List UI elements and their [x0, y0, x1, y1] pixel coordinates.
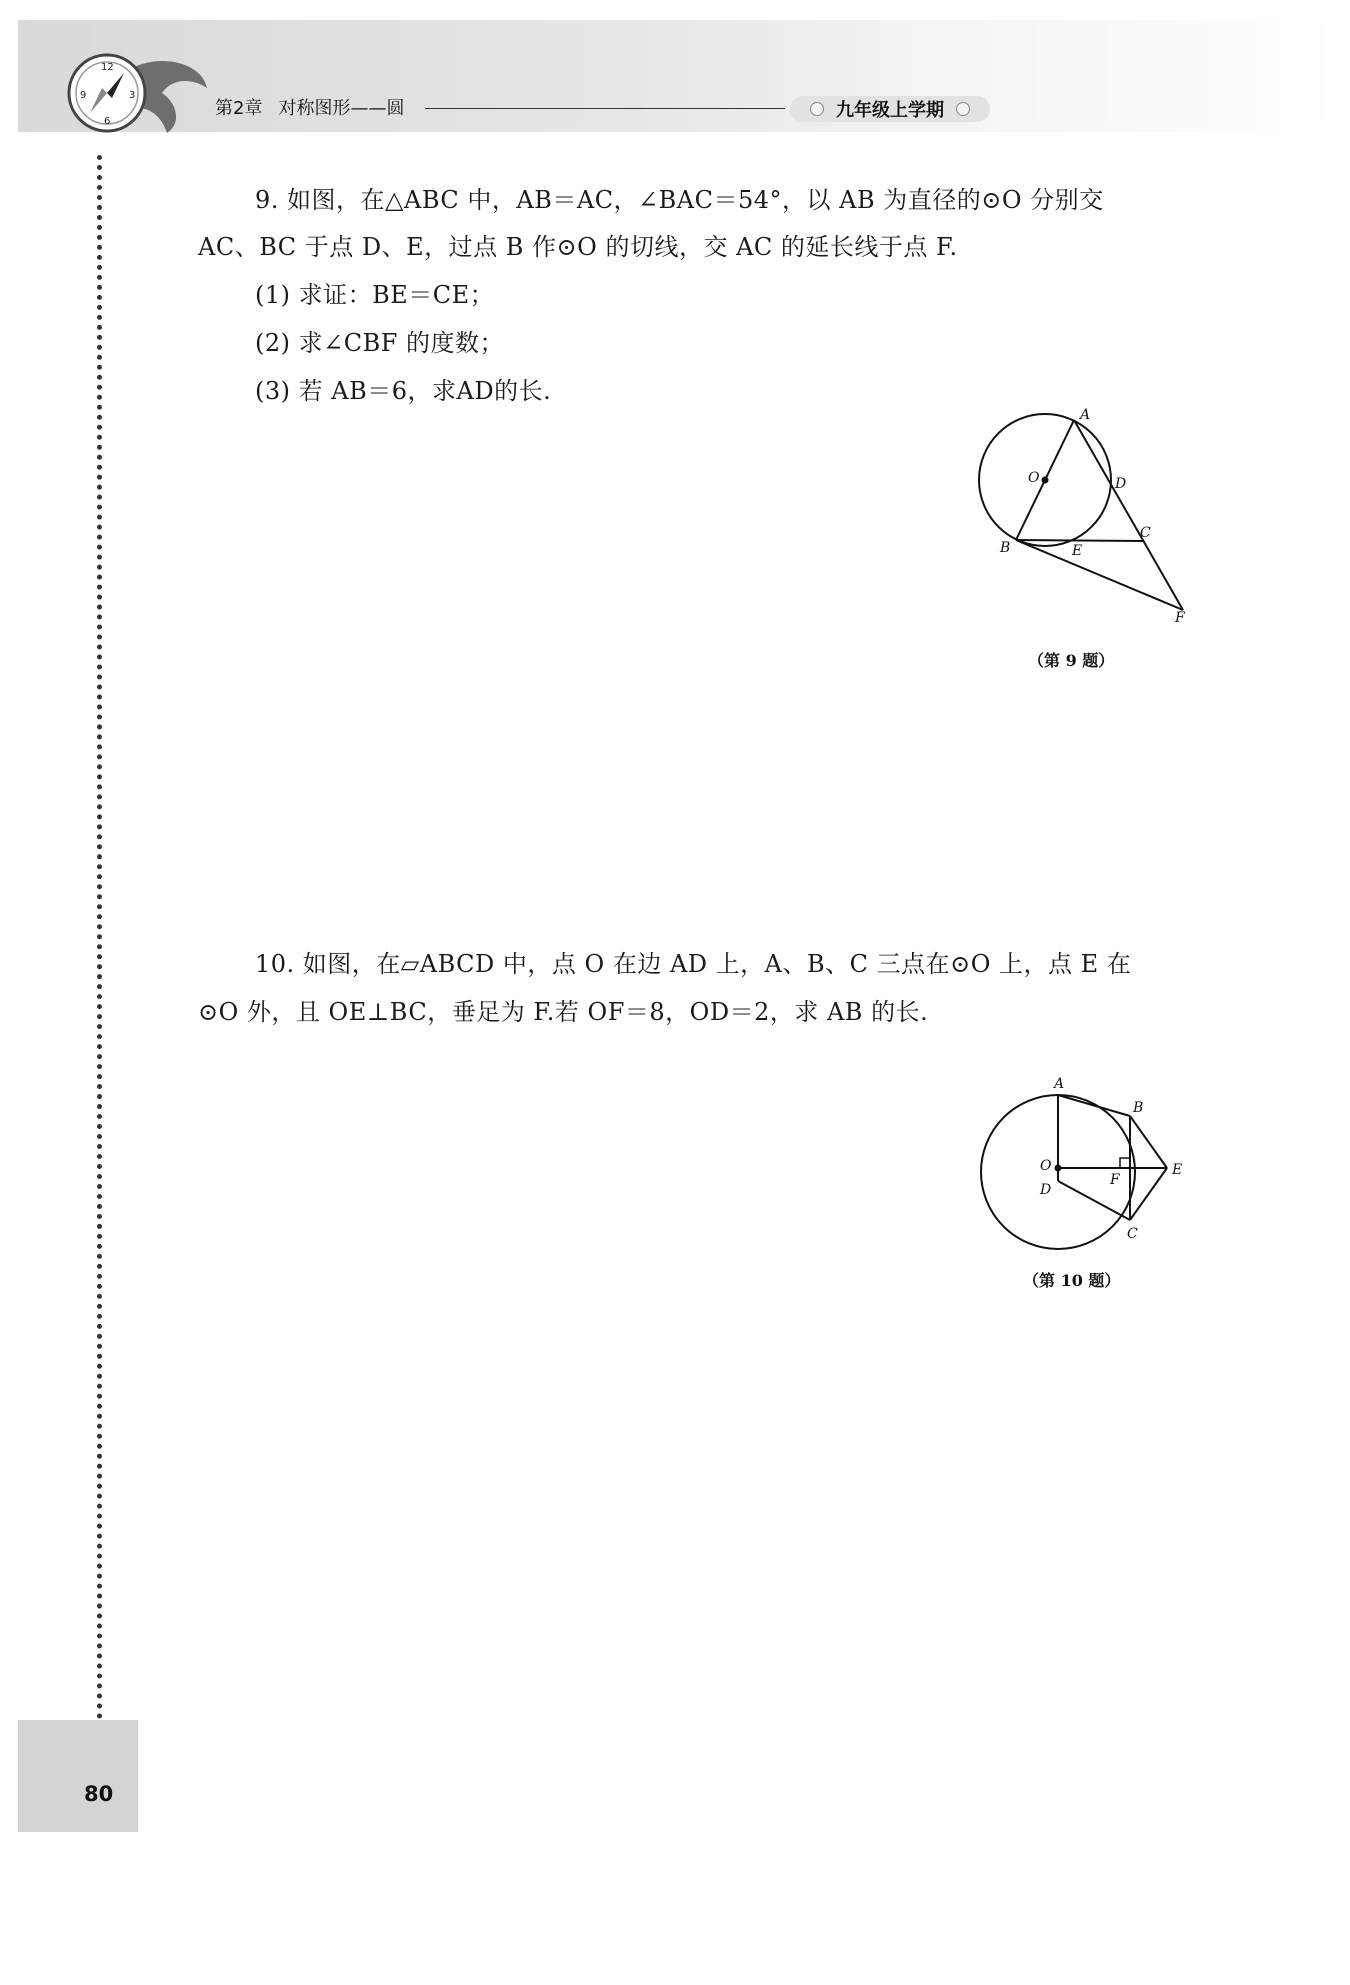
- q9-label-c: C: [1140, 525, 1151, 541]
- q9-part-2: (2) 求∠CBF 的度数；: [255, 329, 505, 357]
- q9-label-o: O: [1028, 470, 1040, 486]
- q10-label-b: B: [1133, 1100, 1144, 1116]
- chapter-number: 第2章: [215, 98, 263, 119]
- q10-line-1: 10. 如图，在▱ABCD 中，点 O 在边 AD 上，A、B、C 三点在⊙O 上，点 E 在: [255, 950, 1132, 978]
- q9-caption: （第 9 题）: [1028, 651, 1115, 670]
- q9-line-1: 9. 如图，在△ABC 中，AB＝AC，∠BAC＝54°，以 AB 为直径的⊙O 分别交: [255, 186, 1104, 214]
- q10-label-c: C: [1127, 1226, 1138, 1242]
- q9-line-2: AC、BC 于点 D、E，过点 B 作⊙O 的切线，交 AC 的延长线于点 F.: [198, 233, 958, 261]
- q10-caption: （第 10 题）: [1023, 1271, 1121, 1290]
- q10-line-2: ⊙O 外，且 OE⊥BC，垂足为 F.若 OF＝8，OD＝2，求 AB 的长.: [198, 998, 929, 1026]
- q9-segment-af: [1074, 420, 1183, 610]
- pill-dot-left: [810, 102, 824, 116]
- q10-figure: [960, 1050, 1200, 1264]
- q10-right-angle-mark: [1120, 1158, 1130, 1168]
- q10-label-f: F: [1110, 1172, 1120, 1188]
- q9-segment-bf: [1016, 540, 1183, 610]
- q10-segment-ab: [1058, 1095, 1130, 1116]
- svg-text:3: 3: [129, 90, 136, 101]
- q10-center-point: [1055, 1165, 1062, 1172]
- chapter-heading: [215, 94, 404, 120]
- grade-badge: [790, 96, 990, 122]
- margin-dotted-rule: [97, 155, 102, 1720]
- q10-label-o: O: [1040, 1158, 1052, 1174]
- q9-label-f: F: [1175, 610, 1185, 626]
- svg-text:6: 6: [104, 116, 111, 127]
- q9-label-e: E: [1072, 543, 1083, 559]
- q9-label-b: B: [1000, 540, 1011, 556]
- q10-label-a: A: [1054, 1076, 1065, 1092]
- q9-figure: [960, 400, 1200, 634]
- page-number-tab: [18, 1720, 138, 1832]
- q9-segment-bc: [1016, 540, 1143, 541]
- svg-text:12: 12: [101, 62, 114, 73]
- q10-label-e: E: [1172, 1162, 1183, 1178]
- page-number: 80: [84, 1782, 114, 1806]
- q9-label-a: A: [1080, 407, 1091, 423]
- q9-part-3: (3) 若 AB＝6，求AD的长.: [255, 377, 552, 405]
- compass-runner-icon: [62, 48, 212, 138]
- q9-label-d: D: [1115, 476, 1127, 492]
- svg-text:9: 9: [80, 90, 87, 101]
- grade-label: 九年级上学期: [836, 100, 944, 121]
- q10-label-d: D: [1040, 1182, 1052, 1198]
- q9-part-1: (1) 求证：BE＝CE；: [255, 281, 495, 309]
- q10-segment-be: [1130, 1116, 1167, 1168]
- pill-dot-right: [956, 102, 970, 116]
- q9-center-point: [1042, 477, 1049, 484]
- chapter-title: 对称图形——圆: [278, 98, 405, 119]
- header-rule: [425, 108, 785, 109]
